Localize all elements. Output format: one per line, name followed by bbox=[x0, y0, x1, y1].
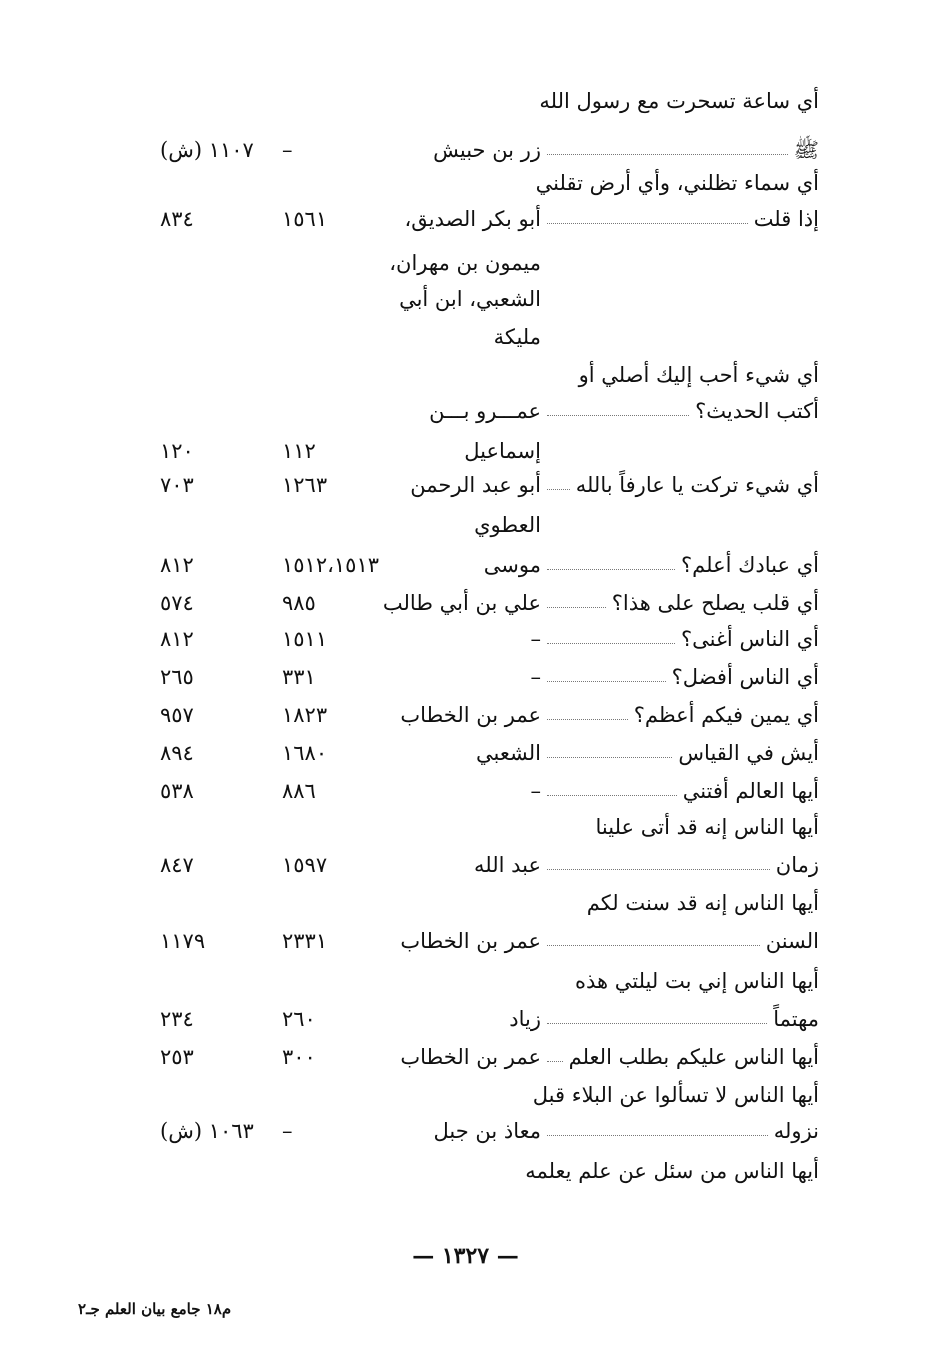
leader-dots bbox=[547, 607, 606, 608]
leader-dots bbox=[547, 1135, 768, 1136]
leader-dots bbox=[547, 1061, 563, 1062]
entry-page bbox=[160, 506, 270, 544]
entry-narrator: – bbox=[530, 627, 541, 651]
entry-narrator: – bbox=[530, 665, 541, 689]
entry-narrator: أبو عبد الرحمن bbox=[410, 473, 541, 497]
entry-page bbox=[160, 1152, 270, 1190]
entry-narrator: زر بن حبيش bbox=[433, 138, 541, 162]
entry-page: ٨٤٧ bbox=[160, 853, 194, 877]
entry-numbers: ١٦٨٠ bbox=[282, 741, 328, 765]
index-entry bbox=[0, 808, 931, 846]
entry-narrator: عمر بن الخطاب bbox=[400, 929, 541, 953]
entry-numbers bbox=[282, 392, 410, 430]
entry-phrase: نزوله bbox=[773, 1119, 819, 1143]
entry-phrase bbox=[527, 506, 819, 544]
entry-numbers: ١٨٢٣ bbox=[282, 703, 328, 727]
entry-page: ١٢٠ bbox=[160, 439, 194, 463]
entry-narrator: مليكة bbox=[493, 325, 541, 349]
entry-page: ٨١٢ bbox=[160, 553, 194, 577]
index-entry bbox=[0, 546, 931, 584]
entry-numbers: ١١٢ bbox=[282, 439, 316, 463]
entry-narrator: أبو بكر الصديق، bbox=[404, 207, 541, 231]
entry-phrase: السنن bbox=[765, 929, 819, 953]
entry-numbers bbox=[282, 962, 410, 1000]
leader-dots bbox=[547, 681, 666, 682]
entry-page: ٢٦٥ bbox=[160, 665, 194, 689]
book-footer: م١٨ جامع بيان العلم جـ٢ bbox=[78, 1300, 232, 1318]
entry-page: ٢٣٤ bbox=[160, 1007, 194, 1031]
entry-phrase: أي الناس أغنى؟ bbox=[680, 627, 819, 651]
leader-dots bbox=[547, 757, 672, 758]
index-entry bbox=[0, 466, 931, 504]
entry-phrase bbox=[527, 432, 819, 470]
entry-phrase: زمان bbox=[775, 853, 819, 877]
entry-page bbox=[160, 318, 270, 356]
index-entry bbox=[0, 200, 931, 238]
entry-numbers bbox=[282, 1152, 410, 1190]
entry-phrase: أيها الناس لا تسألوا عن البلاء قبل bbox=[532, 1083, 819, 1107]
leader-dots bbox=[547, 1023, 767, 1024]
entry-phrase: إذا قلت bbox=[753, 207, 819, 231]
entry-numbers: ١٢٦٣ bbox=[282, 473, 328, 497]
leader-dots bbox=[547, 719, 628, 720]
entry-phrase: أكتب الحديث؟ bbox=[695, 399, 819, 423]
entry-phrase: أي شيء أحب إليك أصلي أو bbox=[578, 363, 819, 387]
entry-phrase: أيها الناس إنه قد سنت لكم bbox=[586, 891, 819, 915]
entry-numbers bbox=[282, 82, 410, 120]
entry-page: ١١٠٧ (ش) bbox=[160, 138, 254, 162]
entry-numbers: ٢٦٠ bbox=[282, 1007, 316, 1031]
leader-dots bbox=[547, 945, 760, 946]
entry-page: ٨١٢ bbox=[160, 627, 194, 651]
index-entry bbox=[0, 1076, 931, 1114]
entry-numbers: ١٥١٢،١٥١٣ bbox=[282, 553, 380, 577]
entry-phrase: أيها الناس عليكم بطلب العلم bbox=[568, 1045, 819, 1069]
entry-narrator: إسماعيل bbox=[464, 439, 541, 463]
entry-page bbox=[160, 884, 270, 922]
leader-dots bbox=[547, 643, 675, 644]
entry-page bbox=[160, 82, 270, 120]
entry-phrase bbox=[527, 244, 819, 282]
entry-page: ٢٥٣ bbox=[160, 1045, 194, 1069]
entry-numbers: ٣٣١ bbox=[282, 665, 316, 689]
entry-page: ٥٧٤ bbox=[160, 591, 194, 615]
entry-phrase: أيها الناس إنه قد أتى علينا bbox=[595, 815, 819, 839]
index-entry bbox=[0, 962, 931, 1000]
entry-narrator: ميمون بن مهران، bbox=[389, 251, 541, 275]
entry-page: ١١٧٩ bbox=[160, 929, 206, 953]
entry-page bbox=[160, 164, 270, 202]
leader-dots bbox=[547, 154, 788, 155]
index-entry bbox=[0, 846, 931, 884]
entry-page bbox=[160, 962, 270, 1000]
index-entry bbox=[0, 1112, 931, 1150]
entry-narrator: عبد الله bbox=[473, 853, 541, 877]
index-entry bbox=[0, 356, 931, 394]
entry-phrase: أيها الناس من سئل عن علم يعلمه bbox=[525, 1159, 819, 1183]
leader-dots bbox=[547, 869, 770, 870]
entry-phrase: أيها العالم أفتني bbox=[682, 779, 819, 803]
entry-phrase bbox=[527, 318, 819, 356]
entry-numbers bbox=[282, 164, 410, 202]
index-entry bbox=[0, 772, 931, 810]
index-entry bbox=[0, 1152, 931, 1190]
entry-narrator: علي بن أبي طالب bbox=[382, 591, 541, 615]
entry-page: ٩٥٧ bbox=[160, 703, 194, 727]
entry-numbers: – bbox=[282, 138, 293, 162]
entry-phrase: أي قلب يصلح على هذا؟ bbox=[611, 591, 819, 615]
entry-numbers: ٩٨٥ bbox=[282, 591, 316, 615]
index-entry bbox=[0, 620, 931, 658]
entry-narrator: معاذ بن جبل bbox=[433, 1119, 541, 1143]
entry-page bbox=[160, 808, 270, 846]
index-entry bbox=[0, 696, 931, 734]
entry-phrase bbox=[527, 280, 819, 318]
leader-dots bbox=[547, 489, 570, 490]
entry-phrase: أي يمين فيكم أعظم؟ bbox=[633, 703, 819, 727]
entry-numbers: – bbox=[282, 1119, 293, 1143]
entry-narrator: عمـــرو بـــن bbox=[429, 399, 541, 423]
entry-page bbox=[160, 280, 270, 318]
entry-phrase: أي الناس أفضل؟ bbox=[671, 665, 819, 689]
entry-numbers: ٣٠٠ bbox=[282, 1045, 316, 1069]
entry-page bbox=[160, 356, 270, 394]
entry-numbers: ٢٣٣١ bbox=[282, 929, 328, 953]
index-entry bbox=[0, 280, 931, 318]
index-entry bbox=[0, 506, 931, 544]
entry-page bbox=[160, 392, 270, 430]
entry-numbers: ١٥١١ bbox=[282, 627, 328, 651]
entry-numbers bbox=[282, 280, 410, 318]
entry-page bbox=[160, 244, 270, 282]
entry-numbers: ١٥٦١ bbox=[282, 207, 328, 231]
index-entry bbox=[0, 884, 931, 922]
entry-narrator: موسى bbox=[483, 553, 541, 577]
entry-page bbox=[160, 1076, 270, 1114]
entry-narrator: الشعبي، ابن أبي bbox=[399, 287, 541, 311]
page-number: — ١٣٢٧ — bbox=[412, 1243, 519, 1269]
index-entry bbox=[0, 584, 931, 622]
index-entry bbox=[0, 734, 931, 772]
entry-page: ٨٣٤ bbox=[160, 207, 194, 231]
entry-numbers bbox=[282, 884, 410, 922]
entry-phrase: أي عبادك أعلم؟ bbox=[681, 553, 819, 577]
index-entry bbox=[0, 658, 931, 696]
index-entry bbox=[0, 318, 931, 356]
entry-numbers bbox=[282, 1076, 410, 1114]
leader-dots bbox=[547, 223, 748, 224]
index-entry bbox=[0, 1038, 931, 1076]
entry-narrator: زياد bbox=[509, 1007, 541, 1031]
entry-phrase: أي سماء تظلني، وأي أرض تقلني bbox=[535, 171, 819, 195]
entry-numbers bbox=[282, 318, 410, 356]
index-entry bbox=[0, 164, 931, 202]
index-entry bbox=[0, 432, 931, 470]
entry-narrator: العطوي bbox=[474, 513, 541, 537]
entry-narrator: عمر بن الخطاب bbox=[400, 1045, 541, 1069]
entry-numbers bbox=[282, 808, 410, 846]
index-entry bbox=[0, 1000, 931, 1038]
index-entry bbox=[0, 922, 931, 960]
leader-dots bbox=[547, 415, 689, 416]
index-entry bbox=[0, 392, 931, 430]
index-entry bbox=[0, 244, 931, 282]
entry-phrase: أيها الناس إني بت ليلتي هذه bbox=[574, 969, 819, 993]
entry-phrase: ﷺ bbox=[793, 138, 819, 162]
entry-phrase: أيش في القياس bbox=[678, 741, 819, 765]
entry-page: ٨٩٤ bbox=[160, 741, 194, 765]
entry-numbers: ١٥٩٧ bbox=[282, 853, 328, 877]
index-entry bbox=[0, 82, 931, 120]
entry-page: ٥٣٨ bbox=[160, 779, 194, 803]
leader-dots bbox=[547, 569, 675, 570]
entry-narrator: الشعبي bbox=[476, 741, 541, 765]
entry-numbers: ٨٨٦ bbox=[282, 779, 316, 803]
entry-phrase: مهتماً bbox=[773, 1007, 819, 1031]
entry-numbers bbox=[282, 356, 410, 394]
entry-page: ١٠٦٣ (ش) bbox=[160, 1119, 254, 1143]
entry-narrator: عمر بن الخطاب bbox=[400, 703, 541, 727]
leader-dots bbox=[547, 795, 677, 796]
entry-numbers bbox=[282, 506, 410, 544]
entry-page: ٧٠٣ bbox=[160, 473, 194, 497]
entry-numbers bbox=[282, 244, 410, 282]
entry-narrator: – bbox=[530, 779, 541, 803]
entry-phrase: أي شيء تركت يا عارفاً بالله bbox=[575, 473, 819, 497]
entry-phrase: أي ساعة تسحرت مع رسول الله bbox=[539, 89, 819, 113]
